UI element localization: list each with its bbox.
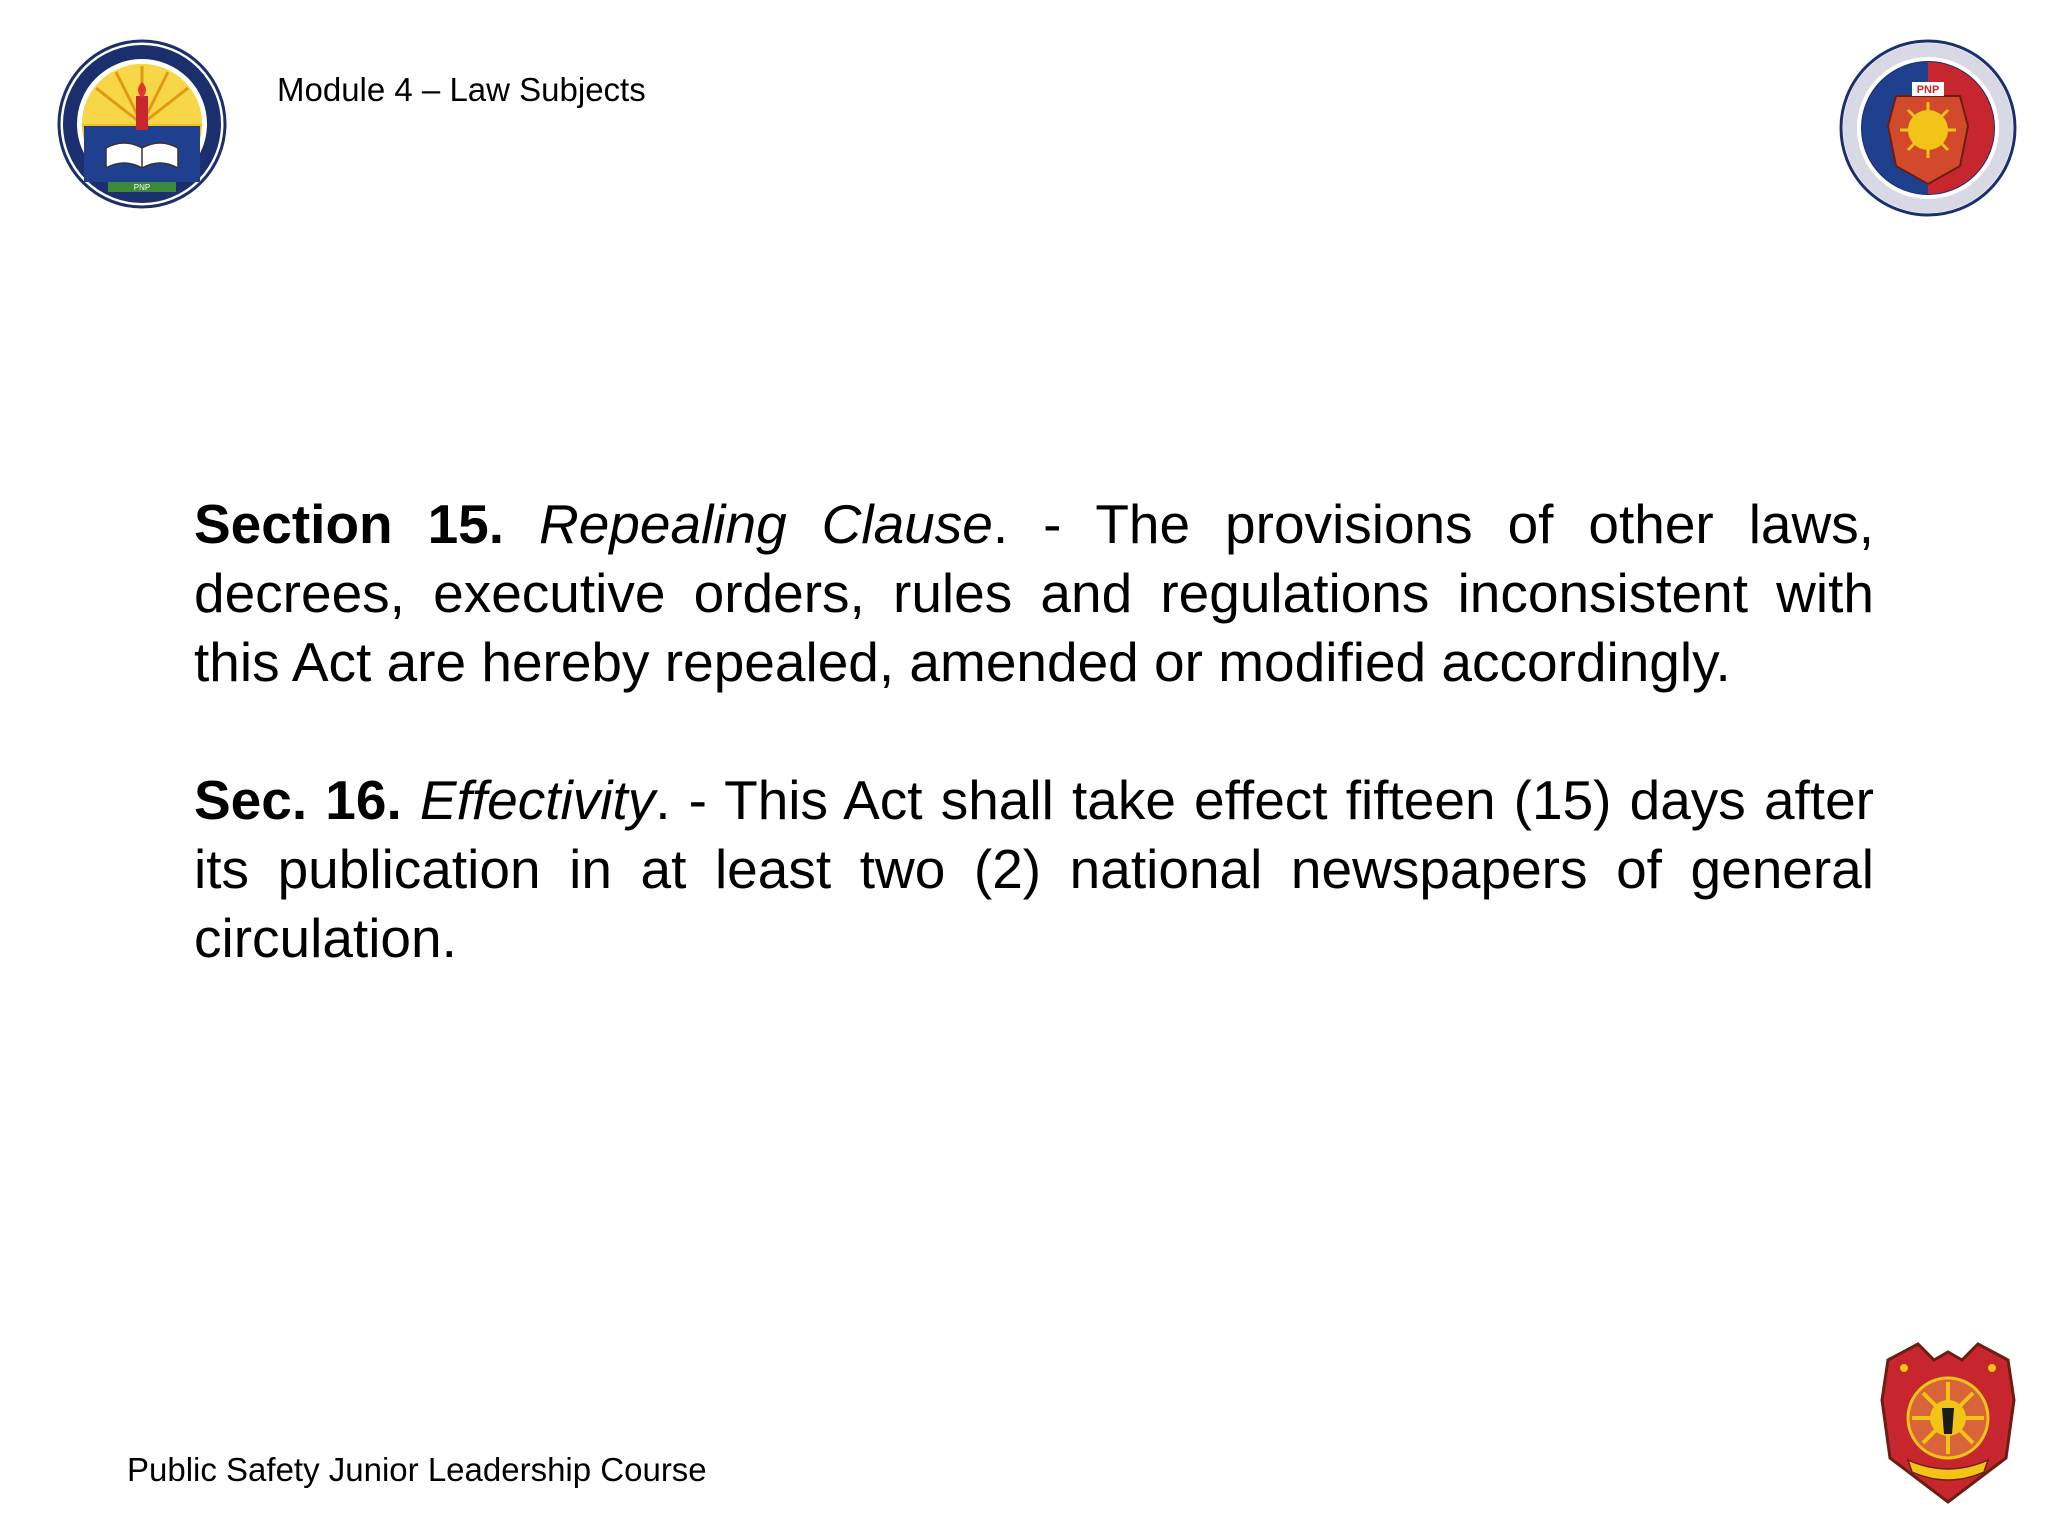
svg-text:PNP: PNP	[133, 183, 151, 192]
section-15-text: . - The provisions of other laws, decrees, executive orders, rules and regulations inconsistent with this Act are hereby repealed, amended or modified accordingly.	[194, 493, 1874, 693]
section-15-paragraph	[194, 490, 1874, 697]
pnp-badge-logo	[1878, 1338, 2018, 1508]
section-16-paragraph	[194, 766, 1874, 973]
section-15-title: Repealing Clause	[539, 493, 993, 555]
dhrdd-seal-logo	[56, 38, 228, 210]
section-16-title: Effectivity	[419, 769, 656, 831]
module-title: Module 4 – Law Subjects	[277, 71, 646, 108]
section-16-number: Sec. 16.	[194, 769, 402, 831]
section-16-text: . - This Act shall take effect fifteen (15) days after its publication in at least two (2) national newspapers of general circulation.	[194, 769, 1874, 969]
pnpti-seal-logo	[1838, 38, 2018, 218]
law-sections	[194, 490, 1874, 973]
section-15-number: Section 15.	[194, 493, 505, 555]
svg-text:PNP: PNP	[1916, 84, 1940, 96]
course-name-footer: Public Safety Junior Leadership Course	[127, 1451, 707, 1488]
